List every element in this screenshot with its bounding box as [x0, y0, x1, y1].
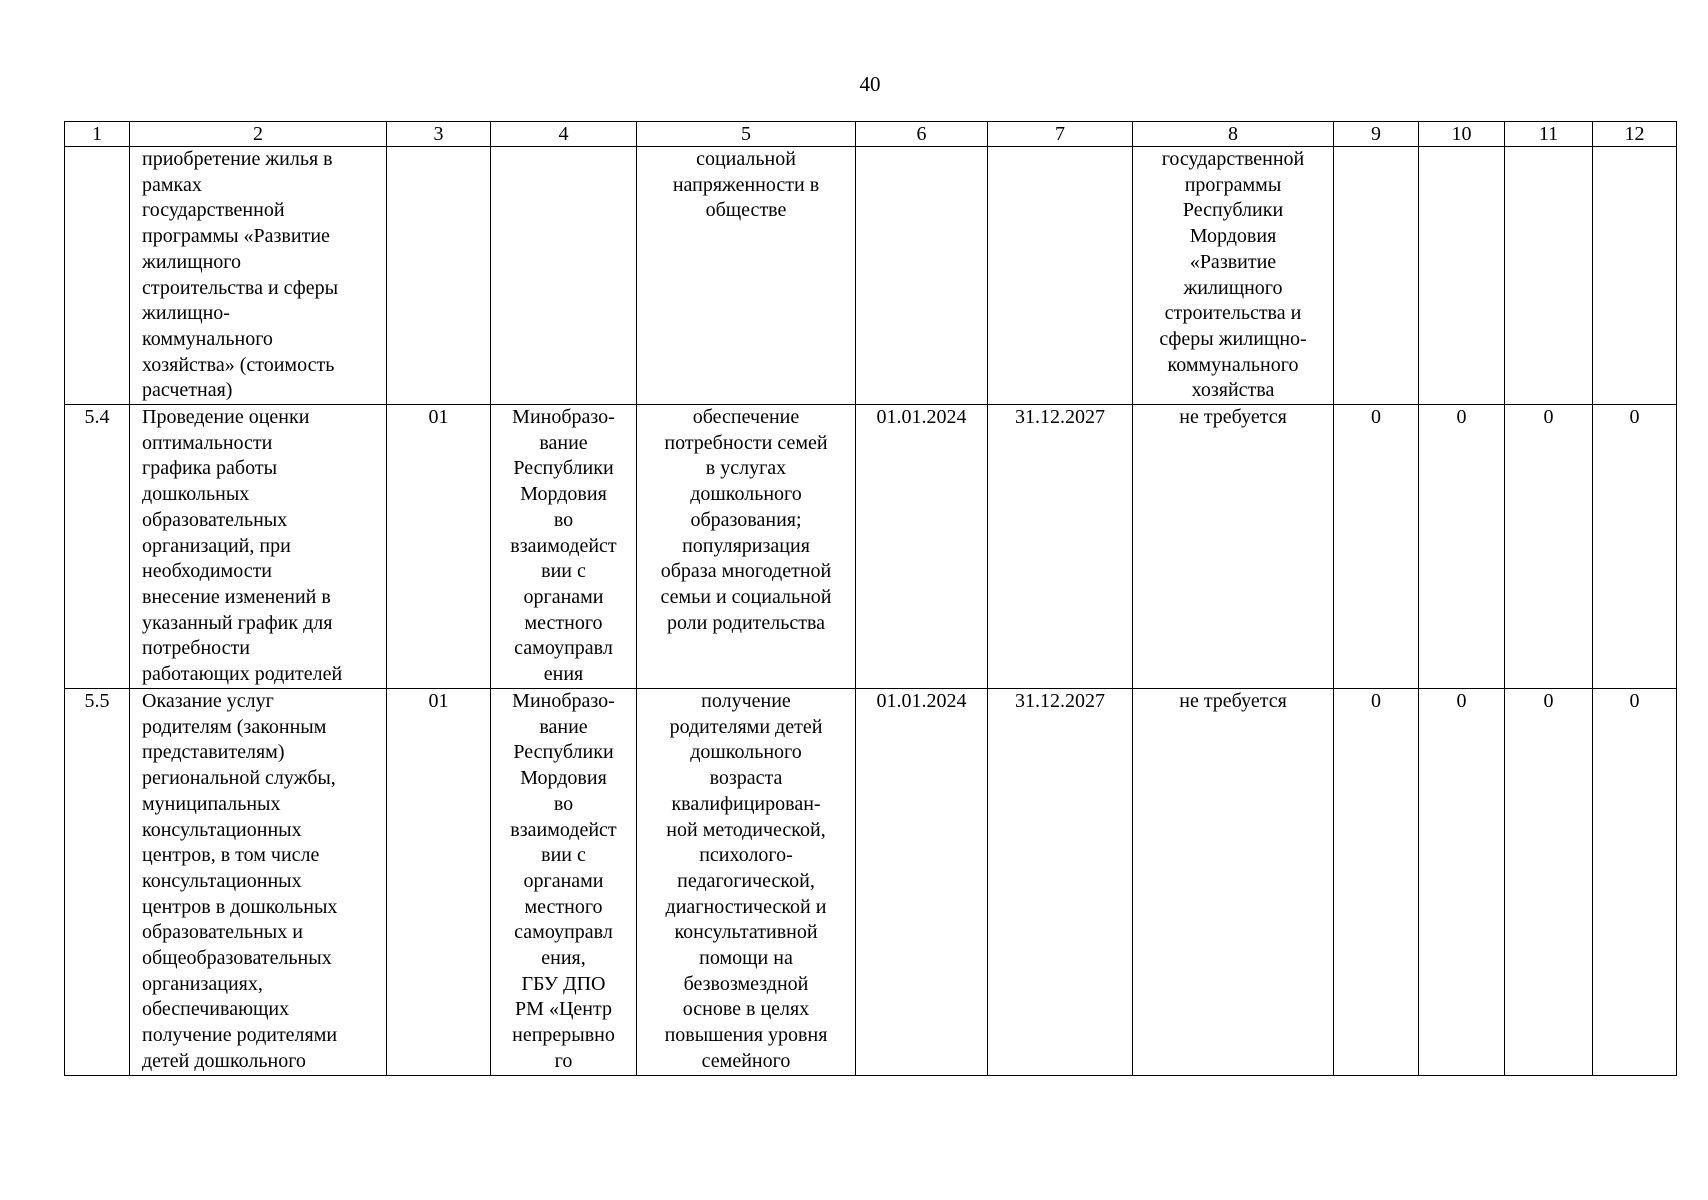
- value-col-11: 0: [1505, 405, 1593, 689]
- text-line: программы: [1184, 173, 1282, 196]
- value-col-10: 0: [1419, 405, 1505, 689]
- start-date: [856, 147, 988, 405]
- measure-name: [130, 689, 387, 1076]
- page-number: 40: [859, 72, 881, 96]
- text-line: коммунального: [1167, 353, 1299, 376]
- text-line: дошкольного: [690, 483, 802, 506]
- text-line: самоуправл: [514, 637, 613, 660]
- text-line: Республики: [513, 457, 614, 480]
- text-line: расчетная): [142, 379, 233, 402]
- text-line: внесение изменений в: [142, 585, 331, 608]
- text-line: сферы жилищно-: [1159, 327, 1307, 350]
- text-line: самоуправл: [514, 921, 613, 944]
- text-line: социальной: [696, 148, 796, 170]
- text-line: региональной службы,: [142, 767, 336, 790]
- text-line: потребности семей: [664, 431, 828, 454]
- text-line: ения,: [541, 947, 586, 970]
- text-line: государственной: [1161, 148, 1305, 170]
- value-col-11: [1505, 147, 1593, 405]
- text-line: образовательных и: [142, 921, 303, 944]
- text-line: Минобразо-: [512, 406, 615, 429]
- text-line: местного: [524, 611, 603, 634]
- text-line: указанный график для: [142, 611, 333, 634]
- column-header: 3: [387, 122, 491, 147]
- text-line: вии с: [541, 844, 586, 867]
- text-line: обществе: [705, 199, 787, 222]
- text-line: во: [553, 792, 574, 815]
- measure-name: [130, 405, 387, 689]
- text-line: строительства и: [1164, 302, 1302, 325]
- text-line: необходимости: [142, 560, 273, 583]
- item-number: 5.5: [65, 689, 130, 1076]
- end-date: 31.12.2027: [988, 689, 1133, 1076]
- text-line: во: [553, 508, 574, 531]
- text-line: детей дошкольного: [142, 1049, 306, 1072]
- start-date: 01.01.2024: [856, 689, 988, 1076]
- text-line: Оказание услуг: [142, 690, 274, 713]
- measures-table: [64, 121, 1677, 1076]
- text-line: представителям): [142, 741, 285, 764]
- value-col-11: 0: [1505, 689, 1593, 1076]
- expected-result: [637, 689, 856, 1076]
- text-line: консультационных: [142, 869, 302, 892]
- column-header: 11: [1505, 122, 1593, 147]
- text-line: безвозмездной: [683, 972, 809, 995]
- table-row: [65, 405, 1677, 689]
- text-line: диагностической и: [665, 895, 827, 918]
- column-header: 6: [856, 122, 988, 147]
- executor: [491, 405, 637, 689]
- text-line: получение родителями: [142, 1024, 338, 1047]
- text-line: ения: [543, 663, 584, 686]
- text-line: местного: [524, 895, 603, 918]
- text-line: графика работы: [142, 457, 277, 480]
- text-line: органами: [523, 585, 604, 608]
- text-line: приобретение жилья в: [142, 148, 333, 170]
- value-col-9: 0: [1334, 405, 1419, 689]
- value-col-10: [1419, 147, 1505, 405]
- text-line: коммунального: [142, 327, 273, 350]
- text-line: вание: [539, 715, 588, 738]
- value-col-9: [1334, 147, 1419, 405]
- start-date: 01.01.2024: [856, 405, 988, 689]
- text-line: семейного: [701, 1049, 791, 1072]
- item-number: [65, 147, 130, 405]
- text-line: роли родительства: [666, 611, 826, 634]
- value-col-12: 0: [1593, 689, 1677, 1076]
- expected-result: [637, 147, 856, 405]
- text-line: ГБУ ДПО: [521, 972, 606, 995]
- text-line: организациях,: [142, 972, 263, 995]
- budget-code: [387, 147, 491, 405]
- value-col-12: [1593, 147, 1677, 405]
- text-line: возраста: [709, 767, 783, 790]
- end-date: [988, 147, 1133, 405]
- expected-result: [637, 405, 856, 689]
- text-line: хозяйства» (стоимость: [142, 353, 335, 376]
- measure-name: [130, 147, 387, 405]
- text-line: муниципальных: [142, 792, 281, 815]
- column-header: 8: [1133, 122, 1334, 147]
- text-line: потребности: [142, 637, 250, 660]
- program-link: [1133, 405, 1334, 689]
- text-line: ной методической,: [666, 818, 826, 841]
- text-line: обеспечивающих: [142, 998, 290, 1021]
- text-line: рамках: [142, 173, 202, 196]
- text-line: напряженности в: [672, 173, 820, 196]
- text-line: популяризация: [682, 534, 810, 557]
- text-line: Мордовия: [1189, 225, 1277, 248]
- text-line: РМ «Центр: [515, 998, 612, 1021]
- text-line: центров в дошкольных: [142, 895, 338, 918]
- text-line: Республики: [513, 741, 614, 764]
- text-line: не требуется: [1179, 690, 1287, 713]
- column-number-row: [65, 122, 1677, 147]
- executor: [491, 689, 637, 1076]
- text-line: повышения уровня: [664, 1024, 828, 1047]
- text-line: квалифицирован-: [671, 792, 821, 815]
- text-line: жилищно-: [142, 302, 230, 325]
- text-line: непрерывно: [512, 1024, 615, 1047]
- budget-code: 01: [387, 689, 491, 1076]
- text-line: помощи на: [699, 947, 793, 970]
- column-header: 12: [1593, 122, 1677, 147]
- executor: [491, 147, 637, 405]
- end-date: 31.12.2027: [988, 405, 1133, 689]
- text-line: строительства и сферы: [142, 276, 339, 299]
- table-row: [65, 147, 1677, 405]
- text-line: вание: [539, 431, 588, 454]
- text-line: го: [554, 1049, 573, 1072]
- column-header: 10: [1419, 122, 1505, 147]
- text-line: работающих родителей: [142, 663, 343, 686]
- text-line: органами: [523, 869, 604, 892]
- column-header: 2: [130, 122, 387, 147]
- program-link: [1133, 147, 1334, 405]
- item-number: 5.4: [65, 405, 130, 689]
- text-line: жилищного: [1183, 276, 1283, 299]
- value-col-10: 0: [1419, 689, 1505, 1076]
- text-line: Мордовия: [520, 767, 607, 790]
- text-line: образовательных: [142, 508, 288, 531]
- text-line: Республики: [1182, 199, 1284, 222]
- column-header: 1: [65, 122, 130, 147]
- text-line: организаций, при: [142, 534, 291, 557]
- text-line: психолого-: [699, 844, 793, 867]
- text-line: дошкольного: [690, 741, 802, 764]
- column-header: 9: [1334, 122, 1419, 147]
- table-row: [65, 689, 1677, 1076]
- text-line: основе в целях: [682, 998, 810, 1021]
- text-line: Мордовия: [520, 483, 607, 506]
- value-col-12: 0: [1593, 405, 1677, 689]
- text-line: взаимодейст: [510, 534, 617, 557]
- text-line: образа многодетной: [660, 560, 832, 583]
- text-line: вии с: [541, 560, 586, 583]
- text-line: общеобразовательных: [142, 947, 332, 970]
- budget-code: 01: [387, 405, 491, 689]
- text-line: консультационных: [142, 818, 302, 841]
- text-line: не требуется: [1179, 406, 1287, 429]
- text-line: государственной: [142, 199, 285, 222]
- text-line: хозяйства: [1191, 379, 1275, 402]
- text-line: получение: [701, 690, 791, 713]
- text-line: «Развитие: [1189, 250, 1277, 273]
- text-line: Проведение оценки: [142, 406, 310, 429]
- column-header: 7: [988, 122, 1133, 147]
- text-line: педагогической,: [677, 869, 815, 892]
- text-line: в услугах: [705, 457, 787, 480]
- text-line: программы «Развитие: [142, 225, 330, 248]
- column-header: 4: [491, 122, 637, 147]
- text-line: жилищного: [142, 250, 242, 273]
- text-line: центров, в том числе: [142, 844, 320, 867]
- text-line: родителям (законным: [142, 715, 327, 738]
- text-line: консультативной: [674, 921, 818, 944]
- text-line: обеспечение: [692, 406, 800, 429]
- column-header: 5: [637, 122, 856, 147]
- text-line: семьи и социальной: [660, 585, 832, 608]
- text-line: дошкольных: [142, 483, 250, 506]
- text-line: родителями детей: [669, 715, 823, 738]
- text-line: образования;: [690, 508, 802, 531]
- text-line: Минобразо-: [512, 690, 615, 713]
- text-line: взаимодейст: [510, 818, 617, 841]
- text-line: оптимальности: [142, 431, 273, 454]
- value-col-9: 0: [1334, 689, 1419, 1076]
- program-link: [1133, 689, 1334, 1076]
